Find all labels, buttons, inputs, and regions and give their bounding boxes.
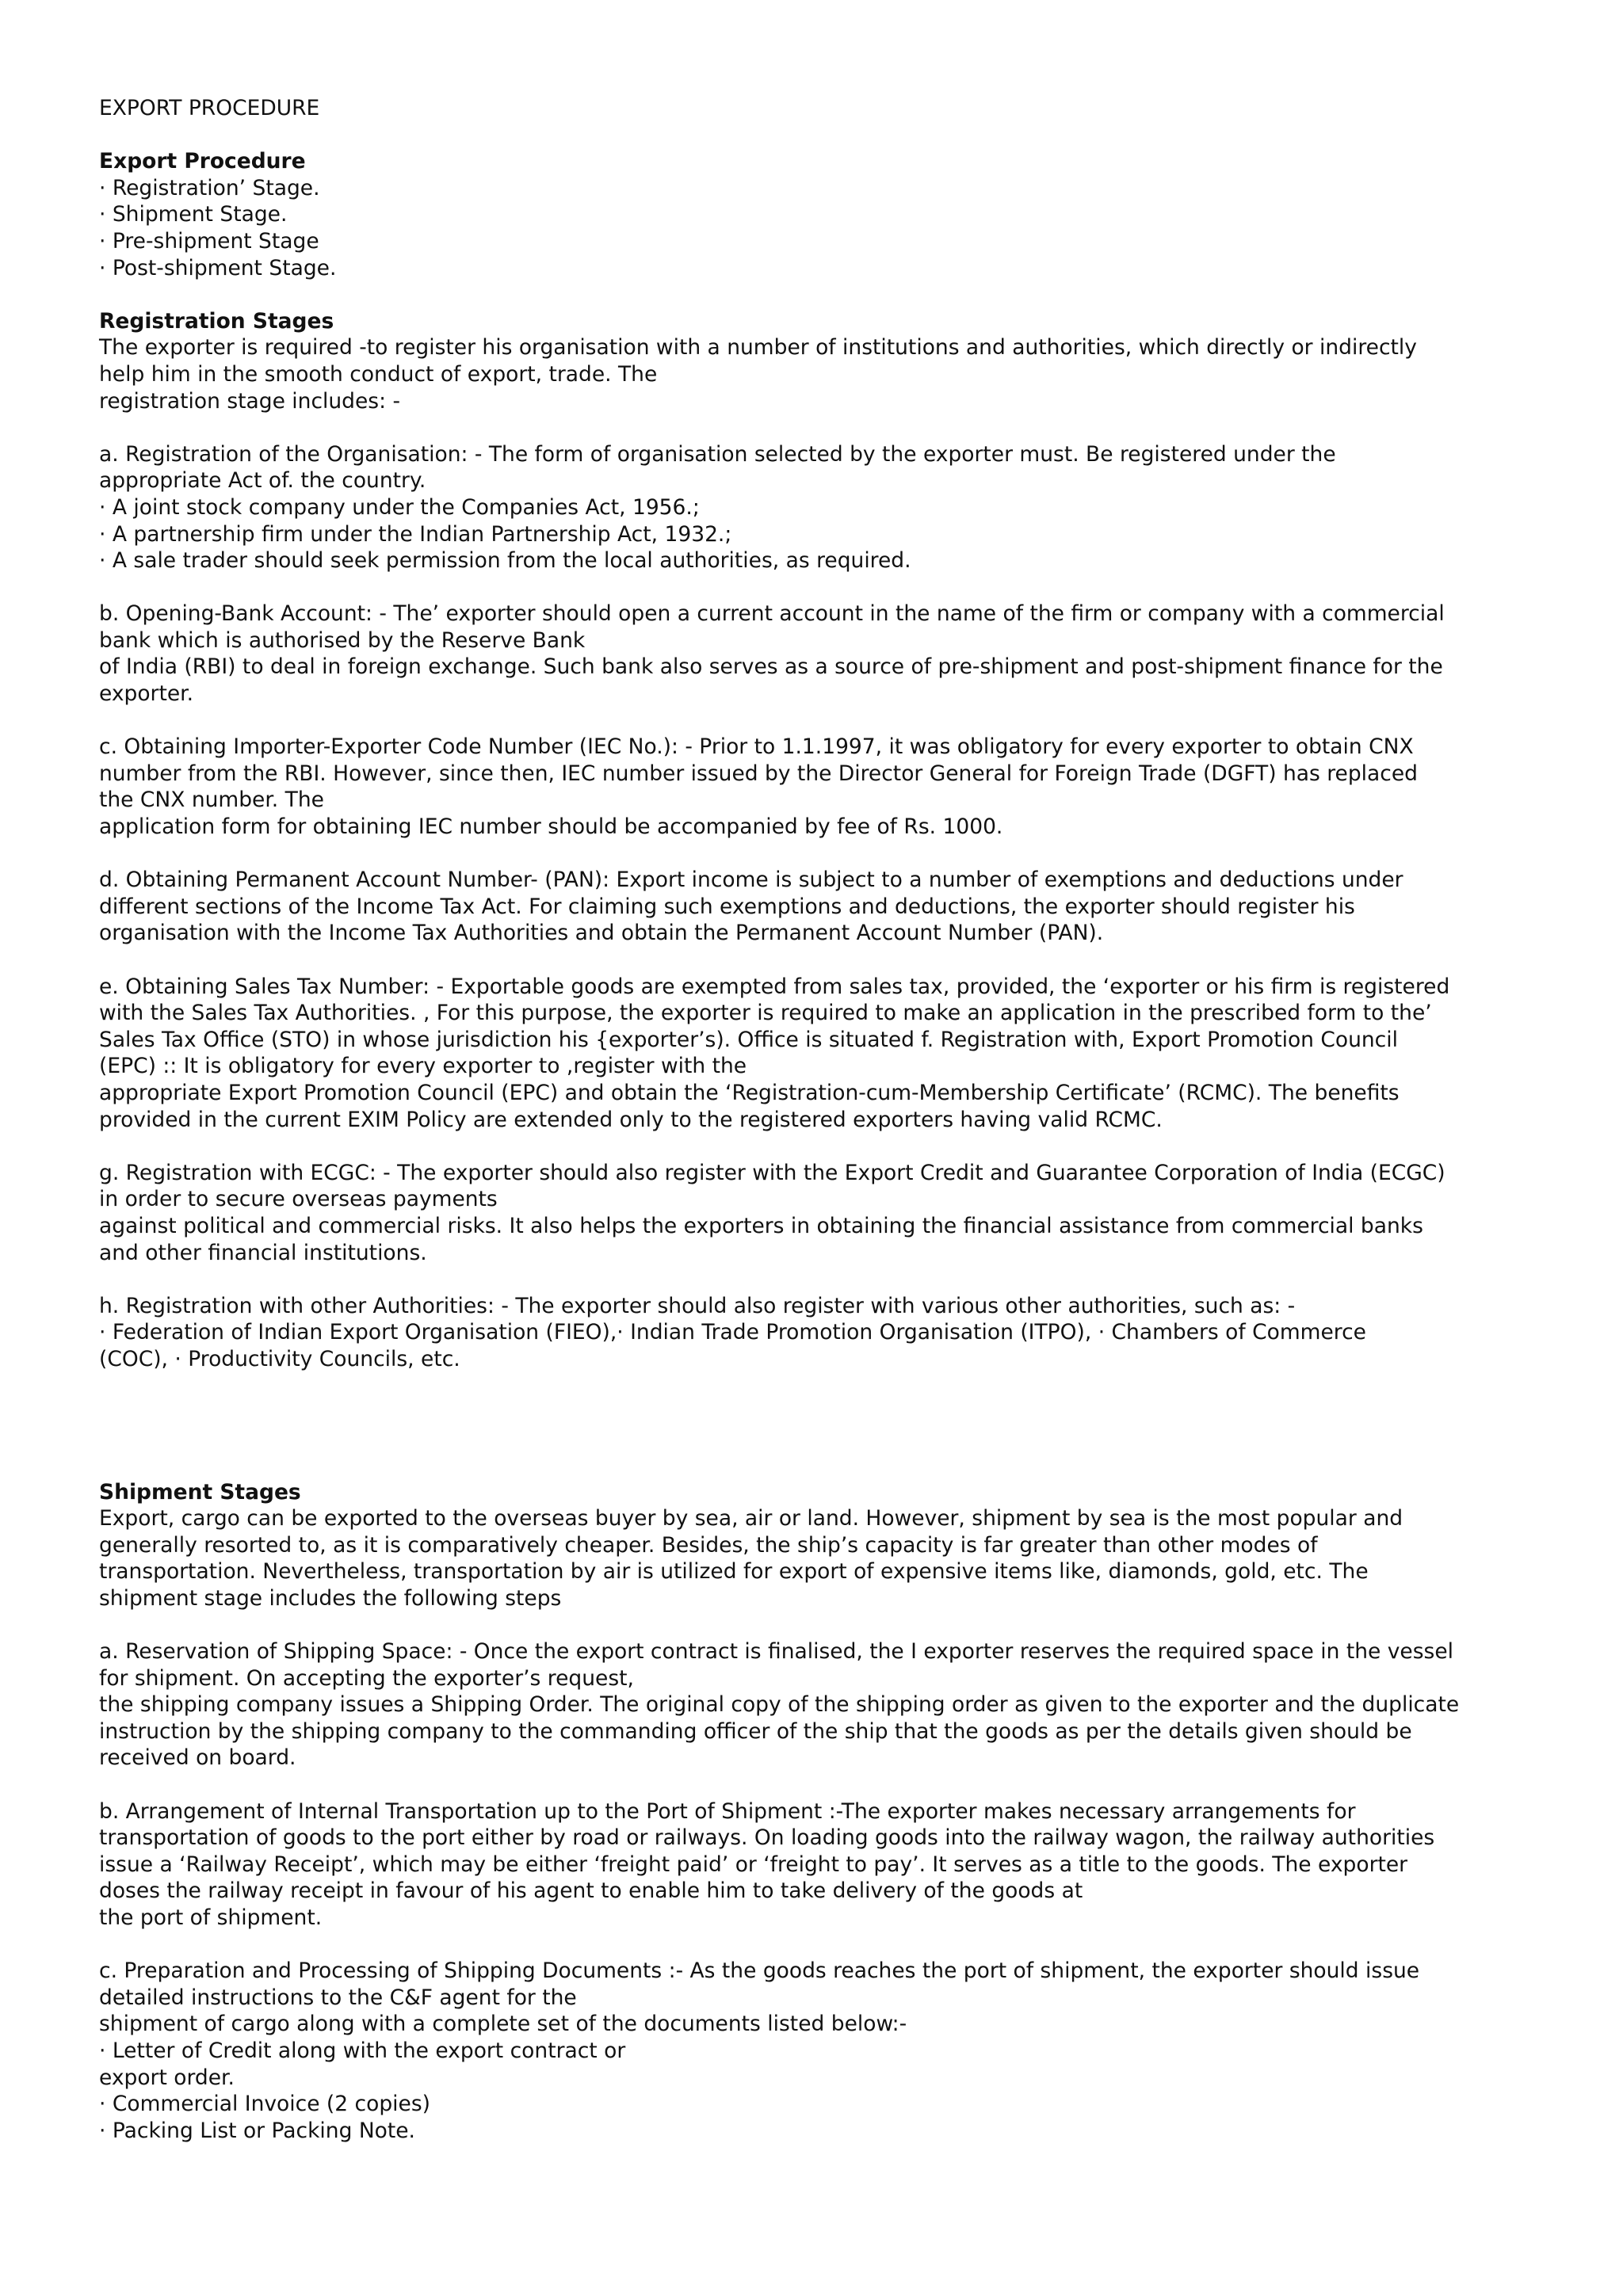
shipment-intro [99, 1505, 1537, 1611]
paragraph-line: appropriate Act of. the country. [99, 468, 426, 494]
overview-item: · Pre-shipment Stage [99, 228, 319, 254]
paragraph-line: c. Obtaining Importer-Exporter Code Number (IEC No.): - Prior to 1.1.1997, it was obligatory for every exporter to obtain CNX [99, 734, 1414, 760]
overview-item: · Post-shipment Stage. [99, 255, 337, 280]
paragraph-line: for shipment. On accepting the exporter’s request, [99, 1665, 634, 1691]
paragraph-line: detailed instructions to the C&F agent for the [99, 1985, 577, 2010]
paragraph-line: generally resorted to, as it is comparatively cheaper. Besides, the ship’s capacity is far greater than other modes of [99, 1532, 1318, 1558]
registration-item-b [99, 601, 1537, 707]
shipment-item-c [99, 1958, 1537, 2144]
paragraph-line: the port of shipment. [99, 1905, 323, 1930]
paragraph-line: different sections of the Income Tax Act. For claiming such exemptions and deductions, the exporter should register his [99, 894, 1355, 919]
paragraph-line: registration stage includes: - [99, 388, 401, 414]
paragraph-line: the shipping company issues a Shipping Order. The original copy of the shipping order as given to the exporter and the duplicate [99, 1692, 1460, 1718]
paragraph-line: g. Registration with ECGC: - The exporter should also register with the Export Credit and Guarantee Corporation of India (ECGC) [99, 1160, 1445, 1185]
paragraph-line: · A partnership firm under the Indian Partnership Act, 1932.; [99, 521, 732, 547]
paragraph-line: appropriate Export Promotion Council (EPC) and obtain the ‘Registration-cum-Membership Certificate’ (RCMC). The benefits [99, 1080, 1400, 1105]
paragraph-line: number from the RBI. However, since then, IEC number issued by the Director General for Foreign Trade (DGFT) has replaced [99, 761, 1418, 786]
shipment-heading: Shipment Stages [99, 1479, 301, 1505]
paragraph-line: e. Obtaining Sales Tax Number: - Exportable goods are exempted from sales tax, provided, the ‘exporter or his firm is registered [99, 974, 1450, 999]
paragraph-line: application form for obtaining IEC number should be accompanied by fee of Rs. 1000. [99, 814, 1003, 840]
registration-item-e [99, 974, 1537, 1134]
paragraph-line: in order to secure overseas payments [99, 1187, 498, 1212]
paragraph-line: a. Registration of the Organisation: - The form of organisation selected by the exporter must. Be registered under the [99, 441, 1336, 467]
paragraph-line: with the Sales Tax Authorities. , For this purpose, the exporter is required to make an application in the prescribed form to the’ [99, 1001, 1432, 1026]
registration-item-a [99, 441, 1537, 574]
paragraph-line: b. Opening-Bank Account: - The’ exporter should open a current account in the name of the firm or company with a commercial [99, 601, 1445, 627]
paragraph-line: c. Preparation and Processing of Shipping Documents :- As the goods reaches the port of shipment, the exporter should issue [99, 1958, 1420, 1984]
paragraph-line: of India (RBI) to deal in foreign exchange. Such bank also serves as a source of pre-shipment and post-shipment finance for the [99, 654, 1443, 680]
shipment-item-b [99, 1798, 1537, 1932]
document-title: EXPORT PROCEDURE [99, 96, 320, 120]
shipment-item-a [99, 1638, 1537, 1772]
paragraph-line: against political and commercial risks. It also helps the exporters in obtaining the financial assistance from commercial banks [99, 1213, 1423, 1238]
paragraph-line: a. Reservation of Shipping Space: - Once the export contract is finalised, the I exporter reserves the required space in the vessel [99, 1639, 1453, 1665]
document-page [99, 95, 1537, 2144]
paragraph-line: and other financial institutions. [99, 1240, 427, 1265]
paragraph-line: transportation of goods to the port either by road or railways. On loading goods into the railway wagon, the railway authorities [99, 1825, 1435, 1851]
paragraph-line: d. Obtaining Permanent Account Number- (PAN): Export income is subject to a number of exemptions and deductions under [99, 868, 1403, 893]
paragraph-line: · Federation of Indian Export Organisation (FIEO),· Indian Trade Promotion Organisation (ITPO), · Chambers of Commerce [99, 1320, 1366, 1345]
registration-intro [99, 334, 1537, 414]
paragraph-line: shipment stage includes the following steps [99, 1585, 562, 1611]
paragraph-line: received on board. [99, 1745, 296, 1771]
paragraph-line: h. Registration with other Authorities: - The exporter should also register with various other authorities, such as: - [99, 1293, 1296, 1318]
paragraph-line: (EPC) :: It is obligatory for every exporter to ,register with the [99, 1054, 747, 1079]
paragraph-line: issue a ‘Railway Receipt’, which may be either ‘freight paid’ or ‘freight to pay’. It serves as a title to the goods. The exporter [99, 1852, 1408, 1877]
registration-item-g [99, 1160, 1537, 1266]
paragraph-line: bank which is authorised by the Reserve Bank [99, 627, 586, 653]
paragraph-line: exporter. [99, 681, 194, 707]
paragraph-line: Sales Tax Office (STO) in whose jurisdiction his {exporter’s). Office is situated f. Registration with, Export Promotion Council [99, 1027, 1398, 1052]
paragraph-line: · A sale trader should seek permission from the local authorities, as required. [99, 548, 911, 574]
registration-item-c [99, 734, 1537, 840]
paragraph-line: the CNX number. The [99, 788, 324, 813]
paragraph-line: (COC), · Productivity Councils, etc. [99, 1346, 460, 1371]
paragraph-line: help him in the smooth conduct of export, trade. The [99, 361, 658, 387]
overview-list [99, 175, 1537, 281]
registration-item-h [99, 1293, 1537, 1373]
paragraph-line: instruction by the shipping company to the commanding officer of the ship that the goods as per the details given should be [99, 1718, 1412, 1744]
paragraph-line: Export, cargo can be exported to the overseas buyer by sea, air or land. However, shipment by sea is the most popular and [99, 1506, 1403, 1531]
paragraph-line: doses the railway receipt in favour of his agent to enable him to take delivery of the goods at [99, 1878, 1083, 1904]
paragraph-line: organisation with the Income Tax Authorities and obtain the Permanent Account Number (PAN). [99, 921, 1104, 946]
registration-heading: Registration Stages [99, 308, 334, 334]
paragraph-line: · Packing List or Packing Note. [99, 2118, 415, 2143]
paragraph-line: shipment of cargo along with a complete set of the documents listed below:- [99, 2012, 907, 2037]
paragraph-line: export order. [99, 2065, 235, 2090]
registration-item-d [99, 867, 1537, 947]
paragraph-line: · A joint stock company under the Companies Act, 1956.; [99, 494, 700, 520]
paragraph-line: b. Arrangement of Internal Transportation up to the Port of Shipment :-The exporter makes necessary arrangements for [99, 1798, 1356, 1824]
paragraph-line: The exporter is required -to register his organisation with a number of institutions and authorities, which directly or indirectly [99, 335, 1417, 360]
paragraph-line: provided in the current EXIM Policy are extended only to the registered exporters having valid RCMC. [99, 1107, 1163, 1132]
paragraph-line: · Letter of Credit along with the export contract or [99, 2038, 626, 2063]
overview-item: · Registration’ Stage. [99, 175, 320, 200]
overview-item: · Shipment Stage. [99, 202, 288, 227]
paragraph-line: · Commercial Invoice (2 copies) [99, 2092, 430, 2117]
overview-heading: Export Procedure [99, 149, 306, 174]
paragraph-line: transportation. Nevertheless, transportation by air is utilized for export of expensive items like, diamonds, gold, etc. The [99, 1559, 1369, 1585]
